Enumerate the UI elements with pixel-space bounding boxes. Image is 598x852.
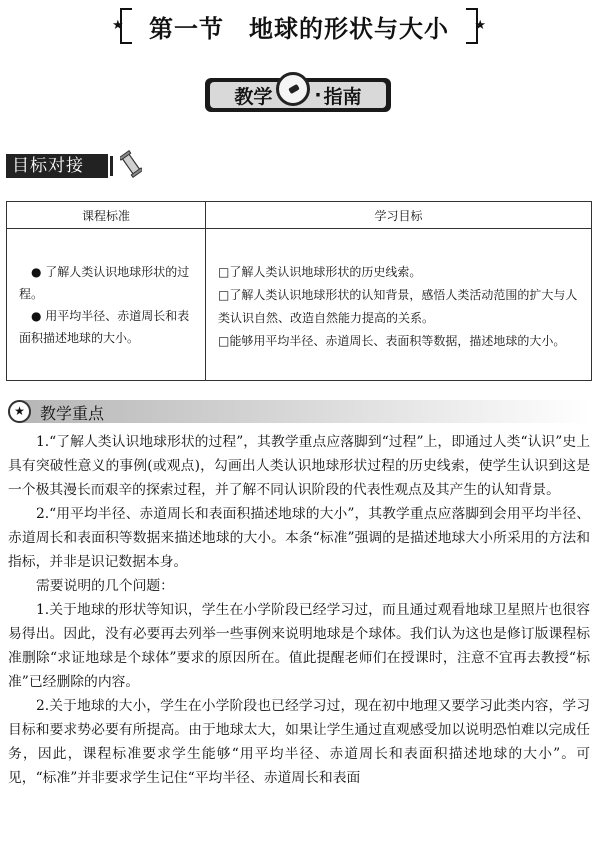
page-title: 第一节 地球的形状与大小: [149, 15, 449, 43]
focus-section-heading: [8, 400, 590, 423]
standard-item: ● 了解人类认识地球形状的过程。: [19, 264, 190, 301]
banner-dot: ·: [314, 84, 322, 106]
teaching-guide-banner: [205, 78, 391, 112]
heading-divider: [110, 156, 113, 176]
goal-item: □了解人类认识地球形状的历史线索。: [218, 264, 422, 279]
table-header-row: [7, 202, 592, 229]
left-bracket: [120, 8, 132, 44]
paragraph: 2.“用平均半径、赤道周长和表面积描述地球的大小”，其教学重点应落脚到会用平均半径、赤道周长和表面积等数据来描述地球的大小。本条“标准”强调的是描述地球大小所采用的方法和指标，并非是识记数据本身。: [8, 506, 590, 570]
goals-table: [6, 201, 592, 381]
column-header-standard: 课程标准: [7, 202, 206, 229]
chapter-title: [112, 6, 486, 48]
goals-cell: [206, 229, 592, 381]
paragraph: 需要说明的几个问题：: [36, 578, 174, 594]
scroll-icon: [120, 150, 142, 178]
paragraph: 1.关于地球的形状等知识，学生在小学阶段已经学习过，而且通过观看地球卫星照片也很容易得出。因此，没有必要再去列举一些事例来说明地球是个球体。我们认为这也是修订版课程标准删除“求证地球是个球体”要求的原因所在。值此提醒老师们在授课时，注意不宜再去教授“标准”已经删除的内容。: [8, 602, 590, 690]
banner-left-label: 教学: [234, 85, 273, 108]
paragraph: 1.“了解人类认识地球形状的过程”，其教学重点应落脚到“过程”上，即通过人类“认识”史上具有突破性意义的事例(或观点)，勾画出人类认识地球形状过程的历史线索，使学生认识到这是一个极其漫长而艰辛的探索过程，并了解不同认识阶段的代表性观点及其产生的认知背景。: [8, 434, 590, 498]
goal-item: □了解人类认识地球形状的认知背景，感悟人类活动范围的扩大与人类认识自然、改造自然能力提高的关系。: [218, 287, 578, 325]
focus-body: [8, 430, 590, 790]
star-icon: ★: [8, 400, 31, 423]
goals-section-heading: 目标对接: [6, 154, 108, 178]
star-icon: ★: [112, 18, 124, 33]
standard-item: ● 用平均半径、赤道周长和表面积描述地球的大小。: [19, 308, 190, 345]
star-icon: ★: [474, 18, 486, 33]
goal-item: □能够用平均半径、赤道周长、表面积等数据，描述地球的大小。: [218, 333, 566, 348]
column-header-goals: 学习目标: [206, 202, 592, 229]
table-row: [7, 229, 592, 381]
banner-right-label: 指南: [323, 85, 362, 108]
paragraph: 2.关于地球的大小，学生在小学阶段也已经学习过，现在初中地理又要学习此类内容，学习目标和要求势必要有所提高。由于地球太大，如果让学生通过直观感受加以说明恐怕难以完成任务，因此，课程标准要求学生能够“用平均半径、赤道周长和表面积描述地球的大小”。可见，“标准”并非要求学生记住“平均半径、赤道周长和表面: [8, 698, 590, 786]
compass-icon: [276, 72, 310, 106]
standards-cell: [7, 229, 206, 381]
focus-heading-label: 教学重点: [40, 404, 105, 423]
